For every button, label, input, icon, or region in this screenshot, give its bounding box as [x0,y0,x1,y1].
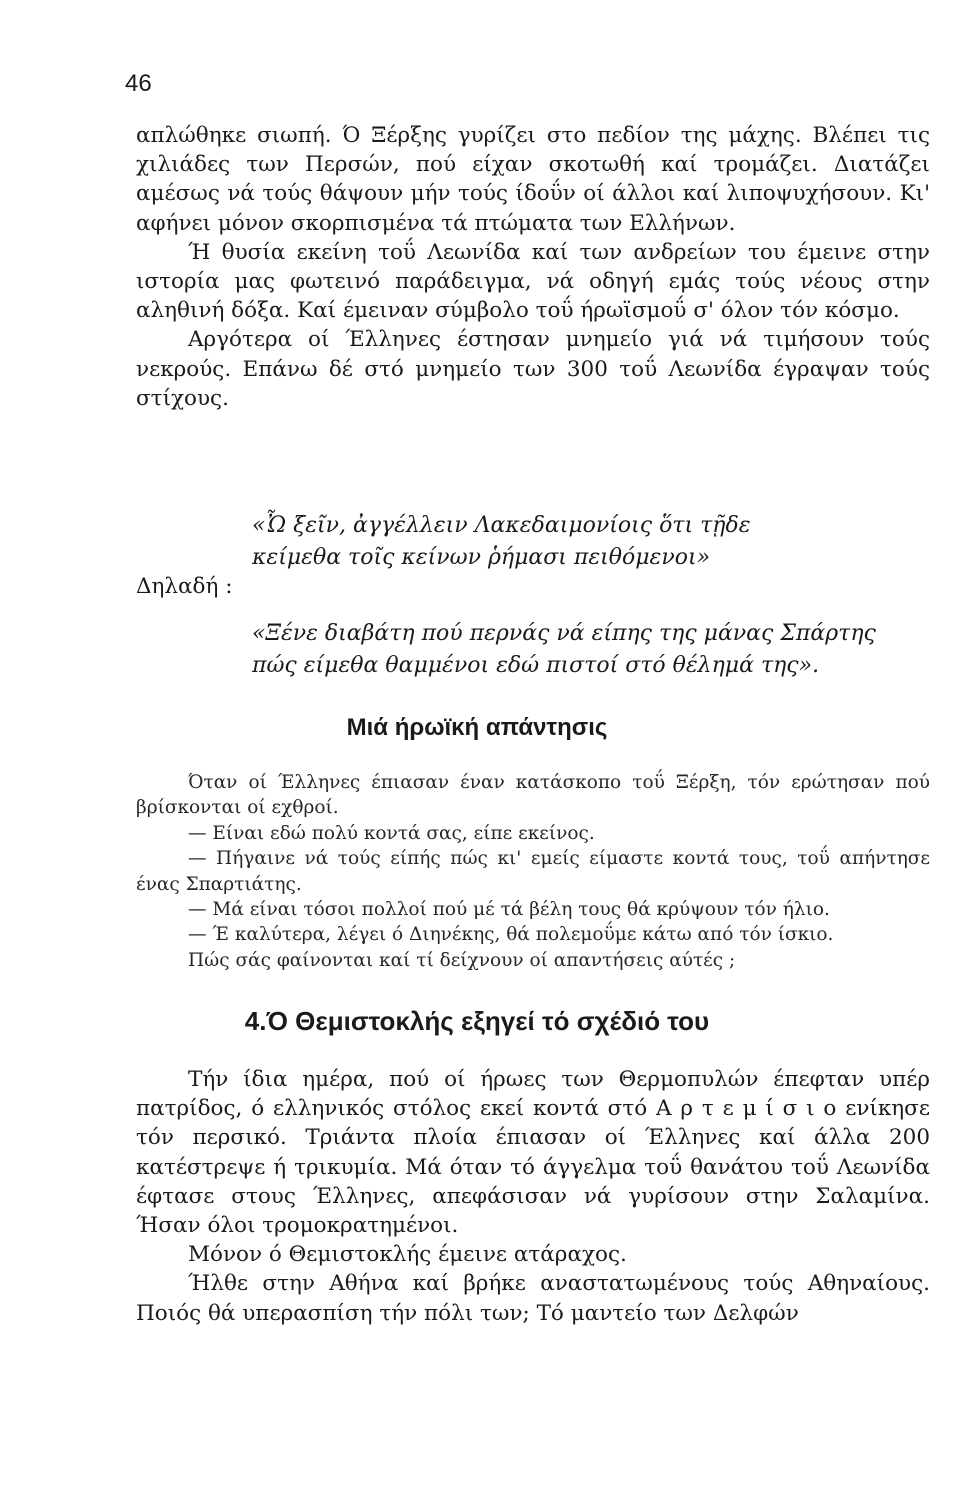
dialogue-line: — Μά είναι τόσοι πολλοί πού μέ τά βέλη τους θά κρύψουν τόν ήλιο. [188,899,830,921]
verse-line: κείμεθα τοῖς κείνων ῥήμασι πειθόμενοι» [252,545,711,570]
verse-line: «Ξένε διαβάτη πού περνάς νά είπης της μάνας Σπάρτης [252,621,876,646]
verse-line: «Ὦ ξεῖν, ἀγγέλλειν Λακεδαιμονίοις ὅτι τῇδε [252,513,751,538]
epitaph-translation [252,618,876,682]
paragraph: απλώθηκε σιωπή. Ό Ξέρξης γυρίζει στο πεδίον της μάχης. Βλέπει τις χιλιάδες των Περσών, πού είχαν σκοτωθή καί τρομάζει. Διατάζει αμέσως νά τούς θάψουν μήν τούς ίδοΰν οί άλλοι καί λιποψυχήσουν. Κι' αφήνει μόνον σκορπισμένα τά πτώματα των Ελλήνων. [136,123,930,236]
translation-label: Δηλαδή : [136,574,233,599]
section-heading: Μιά ήρωϊκή απάντησις [346,714,608,741]
paragraph: Ή θυσία εκείνη τοΰ Λεωνίδα καί των ανδρείων του έμεινε στην ιστορία μας φωτεινό παράδειγμα, νά οδηγή εμάς τούς νέους στην αληθινή δόξα. Καί έμειναν σύμβολο τοΰ ήρωϊσμοΰ σ' όλον τόν κόσμο. [136,239,930,324]
paragraph: Ήλθε στην Αθήνα καί βρήκε αναστατωμένους τούς Αθηναίους. Ποιός θά υπερασπίση τήν πόλι των; Τό μαντείο των Δελφών [136,1271,930,1326]
dialogue-question: Πώς σάς φαίνονται καί τί δείχνουν οί απαντήσεις αύτές ; [188,949,736,971]
paragraph: Αργότερα οί Έλληνες έστησαν μνημείο γιά νά τιμήσουν τούς νεκρούς. Επάνω δέ στό μνημείο των 300 τοΰ Λεωνίδα έγραψαν τούς στίχους. [136,327,930,411]
paragraph: Τήν ίδια ημέρα, πού οί ήρωες των Θερμοπυλών έπεφταν υπέρ πατρίδος, ό ελληνικός στόλος εκεί κοντά στό Α ρ τ ε μ ί σ ι ο ενίκησε τόν περσικό. Τριάντα πλοία έπιασαν οί Έλληνες καί άλλα 200 κατέστρεψε ή τρικυμία. Μά όταν τό άγγελμα τοΰ θανάτου τοΰ Λεωνίδα έφτασε στους Έλληνες, απεφάσισαν νά γυρίσουν στην Σαλαμίνα. Ήσαν όλοι τρομοκρατημένοι. [136,1067,930,1239]
dialogue-line: — Πήγαινε νά τούς είπής πώς κι' εμείς είμαστε κοντά τους, τοΰ απήντησε ένας Σπαρτιάτης. [136,848,930,895]
ancient-epitaph [252,510,751,574]
dialogue-line: Όταν οί Έλληνες έπιασαν έναν κατάσκοπο τοΰ Ξέρξη, τόν ερώτησαν πού βρίσκονται οί εχθροί. [136,772,930,819]
section-leonidas-text [136,121,930,413]
verse-line: πώς είμεθα θαμμένοι εδώ πιστοί στό θέλημά της». [252,653,820,678]
dialogue-line: — Έ καλύτερα, λέγει ό Διηνέκης, θά πολεμοΰμε κάτω από τόν ίσκιο. [188,924,834,946]
dialogue-line: — Είναι εδώ πολύ κοντά σας, είπε εκείνος. [188,822,595,844]
section-themistocles-text [136,1065,930,1328]
chapter-heading: 4.Ό Θεμιστοκλής εξηγεί τό σχέδιό του [244,1006,710,1036]
dialogue-text [136,770,930,973]
paragraph: Μόνον ό Θεμιστοκλής έμεινε ατάραχος. [188,1242,627,1268]
epitaph-block [136,510,930,690]
page-number: 46 [125,70,152,97]
